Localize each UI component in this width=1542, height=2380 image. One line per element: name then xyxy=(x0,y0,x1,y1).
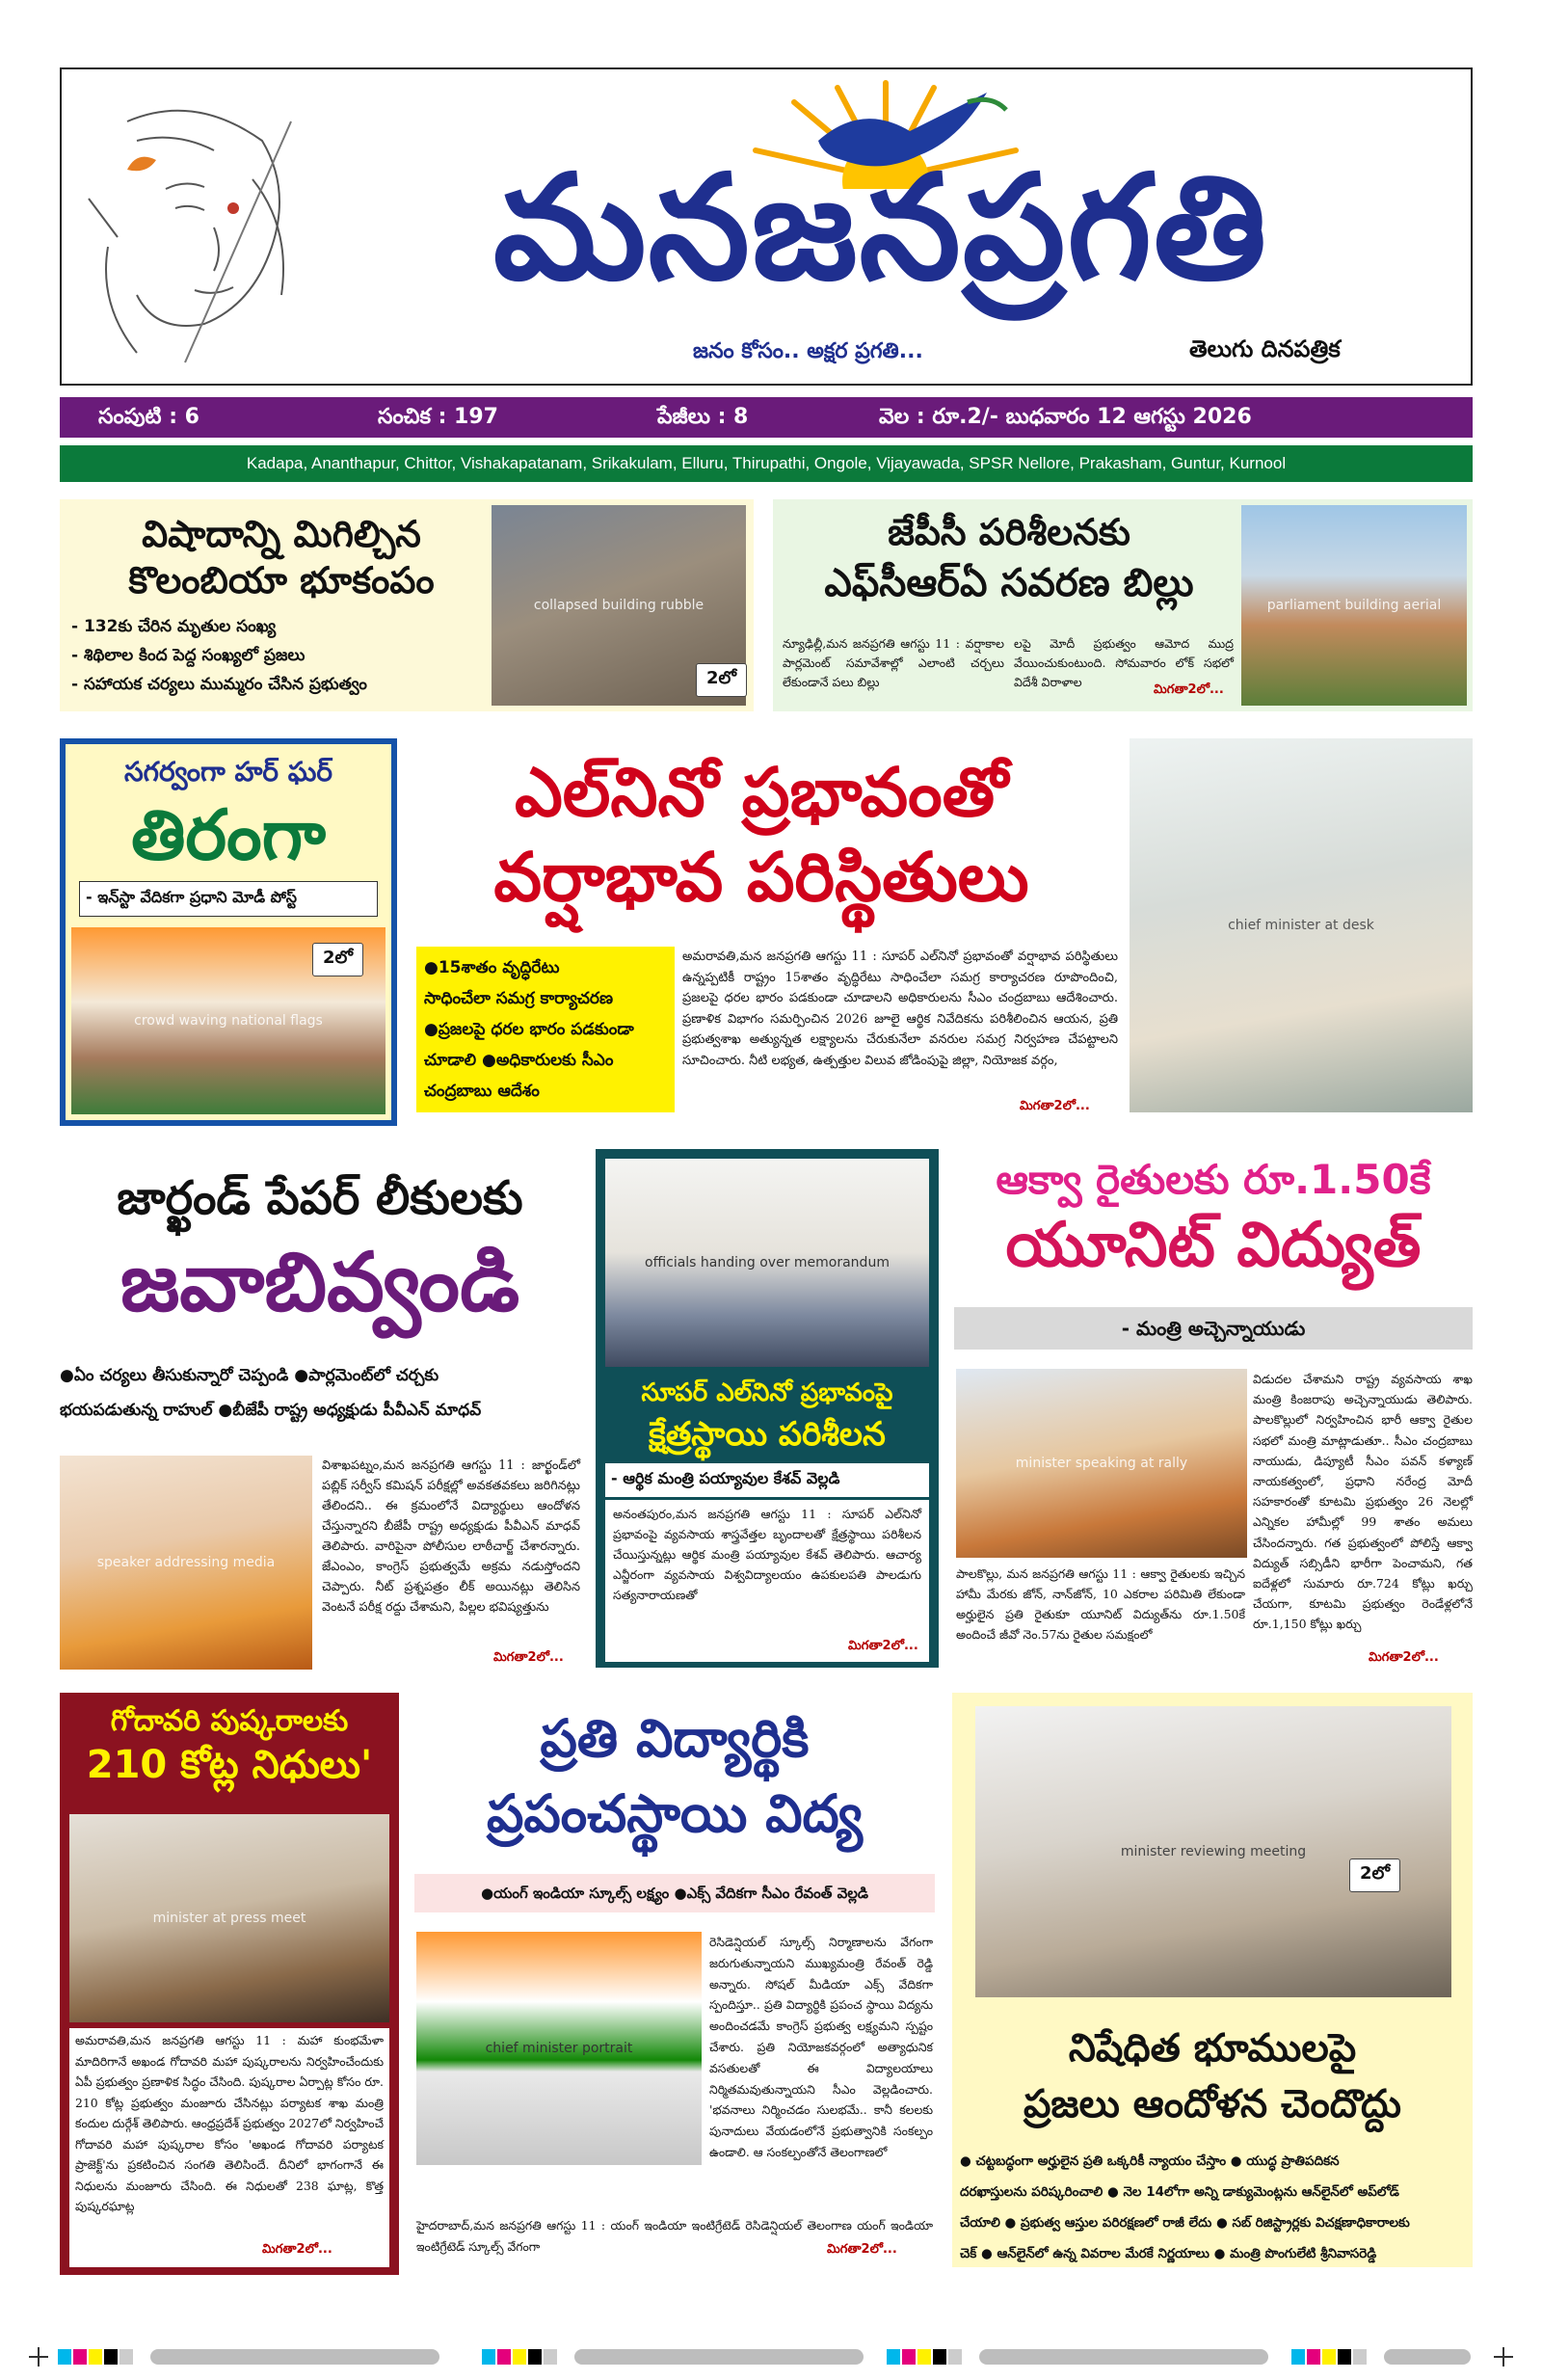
tiranga-kicker: సగర్వంగా హర్ ఘర్ xyxy=(123,756,333,788)
editions-bar xyxy=(60,445,1473,482)
aqua-cont[interactable]: మిగతా2లో... xyxy=(1369,1650,1439,1665)
gray-bar xyxy=(1384,2349,1471,2365)
education-cont[interactable]: మిగతా2లో... xyxy=(827,2242,897,2257)
tiranga-box xyxy=(60,738,397,1126)
color-swatch xyxy=(544,2349,557,2365)
lands-bullet-2: దరఖాస్తులను పరిష్కరించాలి ● నెల 14లోగా అన్ని డాక్యుమెంట్లను ఆన్‌లైన్‌లో అప్‌లోడ్ xyxy=(960,2184,1399,2200)
teaser-colombia xyxy=(60,499,754,711)
color-swatch xyxy=(120,2349,133,2365)
teaser-left-bullet-3: - సహాయక చర్యలు ముమ్మరం చేసిన ప్రభుత్వం xyxy=(71,675,367,694)
color-swatch xyxy=(482,2349,495,2365)
lead-title-1: ఎల్‌నినో ప్రభావంతో xyxy=(515,753,1008,832)
color-swatch xyxy=(497,2349,511,2365)
atchannaidu-photo-caption: minister speaking at rally xyxy=(1015,1456,1188,1471)
madhav-photo xyxy=(60,1456,312,1670)
lands-title-1: నిషేధిత భూములపై xyxy=(1068,2026,1357,2071)
teaser-left-title-2: కొలంబియా భూకంపం xyxy=(128,559,435,602)
lands-bullet-4: చెక్ ● ఆన్‌లైన్‌లో ఉన్న వివరాల మేరకే నిర్ణయాలు ● మంత్రి పొంగులేటి శ్రీనివాసరెడ్డి xyxy=(960,2246,1377,2261)
revanth-photo-caption: chief minister portrait xyxy=(485,2041,633,2056)
field-visit-sub: - ఆర్థిక మంత్రి పయ్యావుల కేశవ్ వెల్లడి xyxy=(605,1463,929,1497)
education-col-right: రెసిడెన్షియల్ స్కూల్స్ నిర్మాణాలను వేగంగా జరుగుతున్నాయని ముఖ్యమంత్రి రేవంత్ రెడ్డి అన్నారు. సోషల్ మీడియా ఎక్స్ వేదికగా స్పందిస్తూ.. ప్రతి విద్యార్థికి ప్రపంచ స్థాయి విద్యను అందించడమే కాంగ్రెస్ ప్రభుత్వ లక్ష్యమని స్పష్టం చేశారు. ప్రతి నియోజకవర్గంలో అత్యాధునిక వసతులతో ఈ విద్యాలయాలు నిర్మితమవుతున్నాయని సీఎం వెల్లడించారు. 'భవనాలు నిర్మించడం సులభమే.. కానీ కలలకు పునాదులు వేయడంలోనే ప్రభుత్వానికి సంకల్పం ఉండాలి. ఆ సంకల్పంతోనే తెలంగాణలో xyxy=(709,1935,933,2159)
gray-bar xyxy=(979,2349,1268,2365)
teaser-right-col1: న్యూఢిల్లీ,మన జనప్రగతి ఆగస్టు 11 : వర్షాకాల పార్లమెంట్ సమావేశాల్లో ఎలాంటి చర్చలు లేకుండానే పలు బిల్లు xyxy=(783,636,1004,689)
education-sub: ●యంగ్ ఇండియా స్కూల్స్ లక్ష్యం ●ఎక్స్ వేదికగా సీఎం రేవంత్ వెల్లడి xyxy=(414,1874,935,1912)
atchannaidu-photo xyxy=(956,1369,1247,1558)
lands-page-ref: 2లో xyxy=(1349,1859,1400,1892)
color-swatch xyxy=(948,2349,962,2365)
keshav-meeting-caption: officials handing over memorandum xyxy=(645,1255,890,1270)
color-swatch xyxy=(1322,2349,1336,2365)
lead-body: అమరావతి,మన జనప్రగతి ఆగస్టు 11 : సూపర్ ఎల్‌నినో ప్రభావంతో వర్షాభావ పరిస్థితులు ఉన్నప్పటికీ రాష్ట్రం 15శాతం వృద్ధిరేటు సాధించేలా సమగ్ర కార్యాచరణ రూపొందించి, ప్రజలపై ధరల భారం పడకుండా చూడాలని అధికారులను సీఎం చంద్రబాబు ఆదేశించారు. ప్రణాళిక విభాగం సమర్పించిన 2026 జూలై ఆర్థిక నివేదికను పరిశీలించిన ఆయన, ప్రతి ప్రభుత్వశాఖ అత్యున్నత లక్ష్యాలను చేరుకునేలా వనరుల సమగ్ర నిర్వహణ చేపట్టాలని సూచించారు. నీటి లభ్యత, ఉత్పత్తుల విలువ జోడింపుపై జిల్లా, నియోజక వర్గం, xyxy=(682,949,1118,1068)
color-swatch xyxy=(104,2349,118,2365)
lead-highlight-3: ●ప్రజలపై ధరల భారం పడకుండా xyxy=(424,1020,634,1039)
chandrababu-photo-caption: chief minister at desk xyxy=(1228,918,1374,933)
info-bar xyxy=(60,397,1473,438)
field-visit-title-1: సూపర్ ఎల్‌నినో ప్రభావంపై xyxy=(641,1378,893,1407)
parliament-photo-caption: parliament building aerial xyxy=(1266,598,1442,613)
field-visit-body: అనంతపురం,మన జనప్రగతి ఆగస్టు 11 : సూపర్ ఎల్‌నినో ప్రభావంపై వ్యవసాయ శాస్త్రవేత్తల బృందాలతో క్షేత్రస్థాయి పరిశీలన చేయిస్తున్నట్లు ఆర్థిక మంత్రి పయ్యావుల కేశవ్ తెలిపారు. ఆచార్య ఎన్జీరంగా వ్యవసాయ విశ్వవిద్యాలయం ఉపకులపతి పాలడుగు సత్యనారాయణతో xyxy=(613,1507,921,1602)
durgesh-photo-caption: minister at press meet xyxy=(152,1911,306,1926)
tiranga-title: తిరంగా xyxy=(131,794,326,875)
revanth-photo xyxy=(416,1932,702,2165)
registration-mark-left-icon xyxy=(29,2347,48,2367)
price-date: వెల : రూ.2/- బుధవారం 12 ఆగస్టు 2026 xyxy=(879,405,1252,429)
education-title-2: ప్రపంచస్థాయి విద్య xyxy=(487,1783,863,1844)
field-visit-cont[interactable]: మిగతా2లో... xyxy=(848,1639,918,1653)
tiranga-sub: - ఇన్‌స్టా వేదికగా ప్రధాని మోడీ పోస్ట్ xyxy=(79,881,378,917)
krishna-sketch-icon xyxy=(69,83,310,372)
earthquake-photo-caption: collapsed building rubble xyxy=(533,598,705,613)
godavari-title-2: 210 కోట్ల నిధులు' xyxy=(86,1743,373,1787)
education-col-bottom: హైదరాబాద్,మన జనప్రగతి ఆగస్టు 11 : యంగ్ ఇండియా ఇంటిగ్రేటెడ్ రెసిడెన్షియల్ తెలంగాణ యంగ్ ఇండియా ఇంటిగ్రేటెడ్ స్కూల్స్ వేగంగా xyxy=(416,2218,933,2254)
aqua-title-2: యూనిట్ విద్యుత్ xyxy=(1005,1210,1422,1281)
editions-list: Kadapa, Ananthapur, Chittor, Vishakapatanam, Srikakulam, Elluru, Thirupathi, Ongole, Vijayawada, SPSR Nellore, Prakasham, Guntur, Kurnool xyxy=(246,454,1287,472)
lead-highlight-1: ●15శాతం వృద్ధిరేటు xyxy=(424,958,560,977)
teaser-right-title-2: ఎఫ్‌సీఆర్‌ఏ సవరణ బిల్లు xyxy=(824,561,1194,605)
lead-highlight-4: చూడాలి ●అధికారులకు సీఎం xyxy=(424,1051,614,1070)
color-swatch xyxy=(917,2349,931,2365)
teaser-right-col2: లపై మోదీ ప్రభుత్వం ఆమోద ముద్ర వేయించుకుంటుంది. సోమవారం లోక్ సభలో విదేశీ విరాళాల xyxy=(1014,636,1234,689)
chandrababu-photo xyxy=(1130,738,1473,1112)
teaser-left-title-1: విషాదాన్ని మిగిల్చిన xyxy=(142,513,421,555)
gray-bar xyxy=(150,2349,439,2365)
jharkhand-bullets-1: ●ఏం చర్యలు తీసుకున్నారో చెప్పండి ●పార్లమెంట్‌లో చర్చకు xyxy=(60,1366,439,1385)
masthead-type: తెలుగు దినపత్రిక xyxy=(1189,335,1341,362)
registration-mark-right-icon xyxy=(1494,2347,1513,2367)
color-swatch xyxy=(513,2349,526,2365)
jharkhand-bullets-2: భయపడుతున్న రాహుల్ ●బీజేపీ రాష్ట్ర అధ్యక్షుడు పీవీఎన్ మాధవ్ xyxy=(60,1401,482,1420)
lands-title-2: ప్రజలు ఆందోళన చెందొద్దు xyxy=(1023,2082,1402,2126)
pages: పేజీలు : 8 xyxy=(657,405,749,429)
teaser-right-cont[interactable]: మిగతా2లో... xyxy=(1154,682,1224,697)
volume: సంపుటి : 6 xyxy=(98,405,199,429)
aqua-col-right: విడుదల చేశామని రాష్ట్ర వ్యవసాయ శాఖ మంత్రి కింజరాపు అచ్చెన్నాయుడు తెలిపారు. పాలకొల్లులో నిర్వహించిన భారీ ఆక్వా రైతుల సభలో మంత్రి మాట్లాడుతూ.. సీఎం చంద్రబాబు నాయుడు, డిప్యూటీ సీఎం పవన్ కళ్యాణ్ నాయకత్వంలో, ప్రధాని నరేంద్ర మోదీ సహకారంతో కూటమి ప్రభుత్వం 26 నెలల్లో ఎన్నికల హామీల్లో 99 శాతం అమలు చేసిందన్నారు. గత ప్రభుత్వంలో పోలిస్తే ఆక్వా విద్యుత్ సబ్సిడీని భారీగా పెంచామని, గత ఐదేళ్లలో సుమారు రూ.724 కోట్లు ఖర్చు చేయగా, కూటమి ప్రభుత్వం రెండేళ్లలోనే రూ.1,150 కోట్లు ఖర్చు xyxy=(1253,1372,1473,1632)
godavari-title-1: గోదావరి పుష్కరాలకు xyxy=(110,1704,349,1738)
color-swatch xyxy=(58,2349,71,2365)
color-swatch xyxy=(1353,2349,1367,2365)
jharkhand-body: విశాఖపట్నం,మన జనప్రగతి ఆగస్టు 11 : జార్ఖండ్‌లో పబ్లిక్ సర్వీస్ కమిషన్ పరీక్షల్లో అవకతవకలు జరిగినట్లు తేలిందని.. ఈ క్రమంలోనే విద్యార్థులు ఆందోళన చేస్తున్నారని బీజేపీ రాష్ట్ర అధ్యక్షుడు పీవీఎన్ మాధవ్ తెలిపారు. వారిపైనా పోలీసుల లాఠీచార్జ్ చేశారన్నారు. జేఎంఎం, కాంగ్రెస్ ప్రభుత్వమే అక్రమ నడుస్తోందని చెప్పారు. నీట్ ప్రశ్నపత్రం లీక్ అయినట్లు తెలిసిన వెంటనే పరీక్ష రద్దు చేశామని, పిల్లల భవిష్యత్తును xyxy=(322,1458,580,1615)
aqua-title-1: ఆక్వా రైతులకు రూ.1.50కే xyxy=(996,1156,1431,1203)
color-swatch xyxy=(73,2349,87,2365)
education-title-1: ప్రతి విద్యార్థికి xyxy=(540,1708,810,1769)
ponguleti-photo xyxy=(975,1706,1451,1997)
color-swatch xyxy=(89,2349,102,2365)
color-swatch xyxy=(1307,2349,1320,2365)
masthead-tagline: జనం కోసం.. అక్షర ప్రగతి... xyxy=(693,339,923,363)
teaser-fcra xyxy=(773,499,1473,711)
durgesh-photo xyxy=(69,1814,389,2022)
tiranga-page-ref: 2లో xyxy=(312,943,363,976)
teaser-left-bullet-2: - శిథిలాల కింద పెద్ద సంఖ్యలో ప్రజలు xyxy=(71,646,306,665)
aqua-sub: - మంత్రి అచ్చెన్నాయుడు xyxy=(954,1307,1473,1350)
color-swatch xyxy=(1291,2349,1305,2365)
masthead xyxy=(60,67,1473,386)
aqua-col-left: పాలకొల్లు, మన జనప్రగతి ఆగస్టు 11 : ఆక్వా రైతులకు ఇచ్చిన హామీ మేరకు జోన్, నాన్‌జోన్, 10 ఎకరాల పరిమితి లేకుండా అర్హులైన ప్రతి రైతుకూ యూనిట్ విద్యుత్‌ను రూ.1.50కే అందించే జీవో నెం.57ను రైతుల సమక్షంలో xyxy=(956,1566,1245,1642)
lead-title-2: వర్షాభావ పరిస్థితులు xyxy=(493,838,1029,917)
issue: సంచిక : 197 xyxy=(378,405,498,429)
teaser-left-page-ref: 2లో xyxy=(696,663,747,697)
modi-flags-caption: crowd waving national flags xyxy=(134,1013,323,1029)
godavari-body: అమరావతి,మన జనప్రగతి ఆగస్టు 11 : మహా కుంభమేళా మాదిరిగానే అఖండ గోదావరి మహా పుష్కరాలను నిర్వహించేందుకు ఏపీ ప్రభుత్వం ప్రణాళిక సిద్ధం చేసింది. పుష్కరాల ఏర్పాట్ల కోసం రూ. 210 కోట్ల ప్రభుత్వం మంజూరు చేసినట్లు పర్యాటక శాఖ మంత్రి కందుల దుర్గేశ్ తెలిపారు. ఆంధ్రప్రదేశ్ ప్రభుత్వం 2027లో నిర్వహించే గోదావరి మహా పుష్కరాల కోసం 'అఖండ గోదావరి పర్యాటక ప్రాజెక్ట్'ను ప్రకటించిన సంగతి తెలిసిందే. దీనిలో భాగంగానే ఈ నిధులను మంజూరు చేసింది. ఈ నిధులతో 238 ఘాట్ల, కొత్త పుష్కరఘాట్ల xyxy=(75,2033,384,2213)
color-swatch xyxy=(902,2349,916,2365)
field-visit-title-2: క్షేత్రస్థాయి పరిశీలన xyxy=(649,1415,886,1454)
keshav-meeting-photo xyxy=(605,1159,929,1367)
masthead-title: మనజనప్రగతి xyxy=(492,145,1269,312)
gray-bar xyxy=(574,2349,864,2365)
color-swatch xyxy=(887,2349,900,2365)
lead-highlight-2: సాధించేలా సమగ్ర కార్యాచరణ xyxy=(424,989,614,1008)
parliament-photo xyxy=(1241,505,1467,706)
color-swatch xyxy=(528,2349,542,2365)
jharkhand-title-1: జార్ఖండ్ పేపర్ లీకులకు xyxy=(117,1171,523,1225)
teaser-left-bullet-1: - 132కు చేరిన మృతుల సంఖ్య xyxy=(71,617,277,636)
color-swatch xyxy=(1338,2349,1351,2365)
lead-cont[interactable]: మిగతా2లో... xyxy=(1020,1099,1090,1113)
color-swatch xyxy=(933,2349,946,2365)
teaser-right-title-1: జేపీసీ పరిశీలనకు xyxy=(888,511,1130,553)
jharkhand-title-2: జవాబివ్వండి xyxy=(120,1235,520,1329)
lead-highlights xyxy=(416,947,675,1112)
ponguleti-photo-caption: minister reviewing meeting xyxy=(1120,1844,1307,1859)
lead-highlight-5: చంద్రబాబు ఆదేశం xyxy=(424,1082,540,1101)
jharkhand-cont[interactable]: మిగతా2లో... xyxy=(493,1650,564,1665)
lands-bullet-1: ● చట్టబద్ధంగా అర్హులైన ప్రతి ఒక్కరికీ న్యాయం చేస్తాం ● యుద్ధ ప్రాతిపదికన xyxy=(960,2153,1340,2169)
lands-bullet-3: చేయాలి ● ప్రభుత్వ ఆస్తుల పరిరక్షణలో రాజీ లేదు ● సబ్ రిజిస్ట్రార్లకు విచక్షణాధికారాలకు xyxy=(960,2215,1410,2231)
madhav-photo-caption: speaker addressing media xyxy=(96,1555,276,1570)
godavari-cont[interactable]: మిగతా2లో... xyxy=(262,2242,332,2257)
